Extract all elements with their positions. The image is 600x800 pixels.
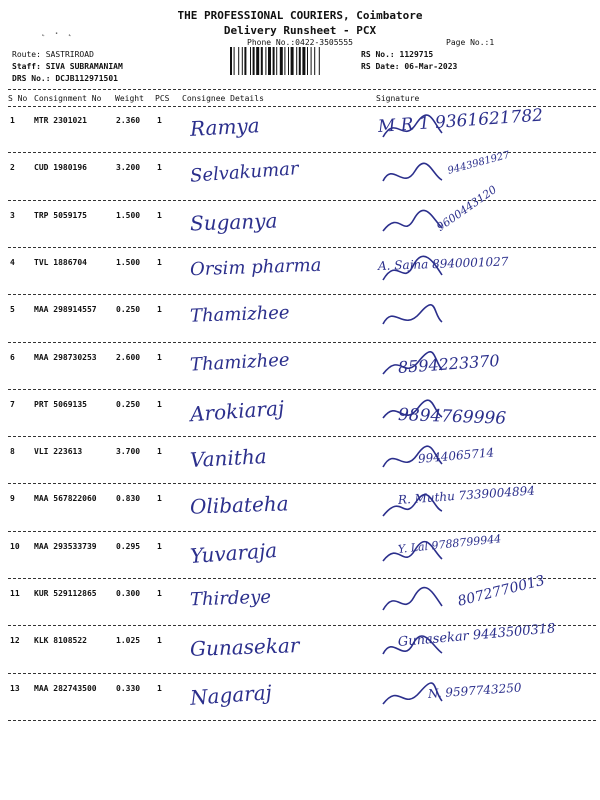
serial-number: 12 bbox=[10, 636, 20, 646]
signature-text: A. Sajna 8940001027 bbox=[377, 254, 509, 273]
weight-value: 0.295 bbox=[116, 541, 141, 551]
table-row bbox=[0, 150, 600, 200]
consignee-handwritten: Selvakumar bbox=[189, 158, 300, 188]
consignee-handwritten: Ramya bbox=[189, 113, 261, 141]
signature-stroke bbox=[383, 164, 442, 182]
serial-number: 11 bbox=[10, 589, 20, 598]
signature-text: Gunasekar 9443500318 bbox=[397, 621, 556, 651]
consignment-number: MAA 298730253 bbox=[34, 352, 97, 362]
weight-value: 2.360 bbox=[116, 116, 141, 125]
pieces-count: 1 bbox=[157, 636, 162, 646]
drs-number: DRS No.: DCJB112971501 bbox=[12, 74, 118, 83]
row-divider bbox=[8, 578, 596, 579]
col-consignee: Consignee Details bbox=[182, 94, 264, 103]
pieces-count: 1 bbox=[157, 447, 162, 457]
barcode-bar bbox=[250, 47, 251, 75]
serial-number: 10 bbox=[10, 541, 20, 551]
barcode-bar bbox=[276, 47, 277, 75]
consignee-handwritten: Arokiaraj bbox=[189, 395, 285, 427]
barcode-bar bbox=[238, 47, 239, 75]
weight-value: 1.025 bbox=[116, 636, 141, 646]
col-sno: S No bbox=[8, 94, 28, 103]
signature-text: N. 9597743250 bbox=[427, 680, 522, 701]
barcode bbox=[230, 47, 356, 75]
consignment-number: CUD 1980196 bbox=[34, 163, 87, 173]
consignment-number: MAA 298914557 bbox=[34, 305, 97, 315]
serial-number: 13 bbox=[10, 683, 20, 693]
table-row bbox=[0, 107, 600, 153]
pieces-count: 1 bbox=[157, 589, 162, 598]
table-row bbox=[0, 621, 600, 673]
weight-value: 0.300 bbox=[116, 589, 141, 598]
weight-value: 0.330 bbox=[116, 683, 141, 693]
serial-number: 5 bbox=[10, 305, 15, 315]
table-row bbox=[0, 438, 600, 484]
pieces-count: 1 bbox=[157, 352, 162, 362]
signature-text: 9894769996 bbox=[397, 404, 507, 429]
consignee-handwritten: Thamizhee bbox=[189, 348, 291, 376]
signature-stroke bbox=[383, 305, 442, 324]
consignee-handwritten: Orsim pharma bbox=[189, 254, 322, 281]
row-divider bbox=[8, 200, 596, 201]
barcode-bar bbox=[273, 47, 275, 75]
signature-scribble bbox=[378, 582, 448, 622]
signature-scribble bbox=[378, 156, 448, 196]
barcode-bar bbox=[311, 47, 312, 75]
table-row bbox=[0, 391, 600, 437]
barcode-bar bbox=[291, 47, 294, 75]
scan-mark: ˛ . ˛ bbox=[40, 24, 74, 37]
barcode-bar bbox=[296, 47, 297, 75]
barcode-bar bbox=[253, 47, 255, 75]
consignment-number: KLK 8108522 bbox=[34, 636, 87, 646]
signature-text: 9600443120 bbox=[434, 182, 500, 234]
table-row bbox=[0, 675, 600, 721]
row-divider bbox=[8, 531, 596, 532]
consignee-handwritten: Thirdeye bbox=[189, 586, 272, 611]
row-divider bbox=[8, 389, 596, 390]
row-divider bbox=[8, 247, 596, 248]
pieces-count: 1 bbox=[157, 399, 162, 409]
weight-value: 1.500 bbox=[116, 257, 141, 267]
barcode-bar bbox=[288, 47, 289, 75]
table-row bbox=[0, 485, 600, 531]
barcode-bar bbox=[284, 47, 285, 75]
row-divider bbox=[8, 483, 596, 484]
pieces-count: 1 bbox=[157, 541, 162, 551]
serial-number: 7 bbox=[10, 399, 15, 409]
pieces-count: 1 bbox=[157, 494, 162, 504]
row-divider bbox=[8, 720, 596, 721]
col-signature: Signature bbox=[376, 94, 420, 103]
barcode-bar bbox=[319, 47, 320, 75]
company-name: THE PROFESSIONAL COURIERS, Coimbatore bbox=[177, 9, 423, 22]
consignee-handwritten: Thamizhee bbox=[189, 302, 290, 327]
table-row bbox=[0, 533, 600, 579]
weight-value: 2.600 bbox=[116, 352, 141, 362]
weight-value: 0.830 bbox=[116, 494, 141, 504]
pieces-count: 1 bbox=[157, 305, 162, 315]
barcode-bar bbox=[230, 47, 232, 75]
signature-text: M R 1 9361621782 bbox=[377, 105, 544, 137]
signature-stroke bbox=[383, 210, 442, 231]
consignment-number: MTR 2301021 bbox=[34, 116, 87, 125]
pieces-count: 1 bbox=[157, 116, 162, 125]
pieces-count: 1 bbox=[157, 210, 162, 220]
consignee-handwritten: Olibateha bbox=[189, 491, 289, 520]
barcode-bar bbox=[261, 47, 263, 75]
document-title: Delivery Runsheet - PCX bbox=[223, 24, 377, 37]
rs-number: RS No.: 1129715 bbox=[361, 50, 434, 59]
consignee-handwritten: Nagaraj bbox=[189, 679, 273, 710]
signature-scribble bbox=[378, 298, 448, 338]
consignment-number: KUR 529112865 bbox=[34, 589, 97, 598]
barcode-bar bbox=[265, 47, 266, 75]
table-row bbox=[0, 344, 600, 390]
serial-number: 8 bbox=[10, 447, 15, 457]
barcode-bar bbox=[314, 47, 315, 75]
barcode-bar bbox=[242, 47, 243, 75]
signature-stroke bbox=[383, 588, 442, 610]
phone-number: Phone No.:0422-3505555 bbox=[247, 38, 353, 47]
weight-value: 3.200 bbox=[116, 163, 141, 173]
consignee-handwritten: Gunasekar bbox=[189, 633, 300, 662]
barcode-bar bbox=[299, 47, 301, 75]
barcode-bar bbox=[256, 47, 259, 75]
consignment-number: VLI 223613 bbox=[34, 447, 83, 457]
route-label: Route: SASTRIROAD bbox=[12, 50, 94, 59]
row-divider bbox=[8, 436, 596, 437]
barcode-bar bbox=[280, 47, 283, 75]
consignment-number: PRT 5069135 bbox=[34, 399, 87, 409]
signature-text: 9443981927 bbox=[446, 150, 511, 178]
serial-number: 2 bbox=[10, 163, 15, 173]
serial-number: 1 bbox=[10, 116, 15, 125]
serial-number: 3 bbox=[10, 210, 15, 220]
serial-number: 4 bbox=[10, 257, 15, 267]
serial-number: 9 bbox=[10, 494, 15, 504]
consignment-number: MAA 293533739 bbox=[34, 541, 97, 551]
barcode-bar bbox=[268, 47, 271, 75]
barcode-bar bbox=[234, 47, 235, 75]
consignment-number: TRP 5059175 bbox=[34, 210, 87, 220]
rs-date: RS Date: 06-Mar-2023 bbox=[361, 62, 458, 71]
signature-text: 8594223370 bbox=[397, 350, 501, 377]
row-divider bbox=[8, 673, 596, 674]
row-divider bbox=[8, 342, 596, 343]
table-row bbox=[0, 249, 600, 295]
weight-value: 0.250 bbox=[116, 305, 141, 315]
signature-text: Y. Lal 9788799944 bbox=[397, 531, 502, 556]
pieces-count: 1 bbox=[157, 683, 162, 693]
table-row bbox=[0, 296, 600, 342]
signature-text: 9944065714 bbox=[417, 445, 495, 467]
consignment-number: MAA 567822060 bbox=[34, 494, 97, 504]
consignee-handwritten: Vanitha bbox=[189, 444, 268, 473]
barcode-bar bbox=[302, 47, 305, 75]
consignment-number: MAA 282743500 bbox=[34, 683, 97, 693]
pieces-count: 1 bbox=[157, 163, 162, 173]
weight-value: 3.700 bbox=[116, 447, 141, 457]
page-number: Page No.:1 bbox=[446, 38, 495, 47]
weight-value: 0.250 bbox=[116, 399, 141, 409]
serial-number: 6 bbox=[10, 352, 15, 362]
divider bbox=[8, 89, 596, 90]
col-pcs: PCS bbox=[155, 94, 170, 103]
table-row bbox=[0, 572, 600, 626]
table-row bbox=[0, 182, 600, 248]
col-weight: Weight bbox=[115, 94, 144, 103]
consignment-number: TVL 1886704 bbox=[34, 257, 87, 267]
col-consignment: Consignment No bbox=[34, 94, 102, 103]
weight-value: 1.500 bbox=[116, 210, 141, 220]
pieces-count: 1 bbox=[157, 257, 162, 267]
signature-text: 8072770013 bbox=[456, 572, 547, 610]
barcode-bar bbox=[307, 47, 308, 75]
barcode-bar bbox=[244, 47, 246, 75]
staff-label: Staff: SIVA SUBRAMANIAM bbox=[12, 62, 123, 71]
signature-text: R. Muthu 7339004894 bbox=[397, 483, 536, 508]
row-divider bbox=[8, 294, 596, 295]
consignee-handwritten: Suganya bbox=[189, 208, 278, 236]
consignee-handwritten: Yuvaraja bbox=[189, 537, 278, 568]
